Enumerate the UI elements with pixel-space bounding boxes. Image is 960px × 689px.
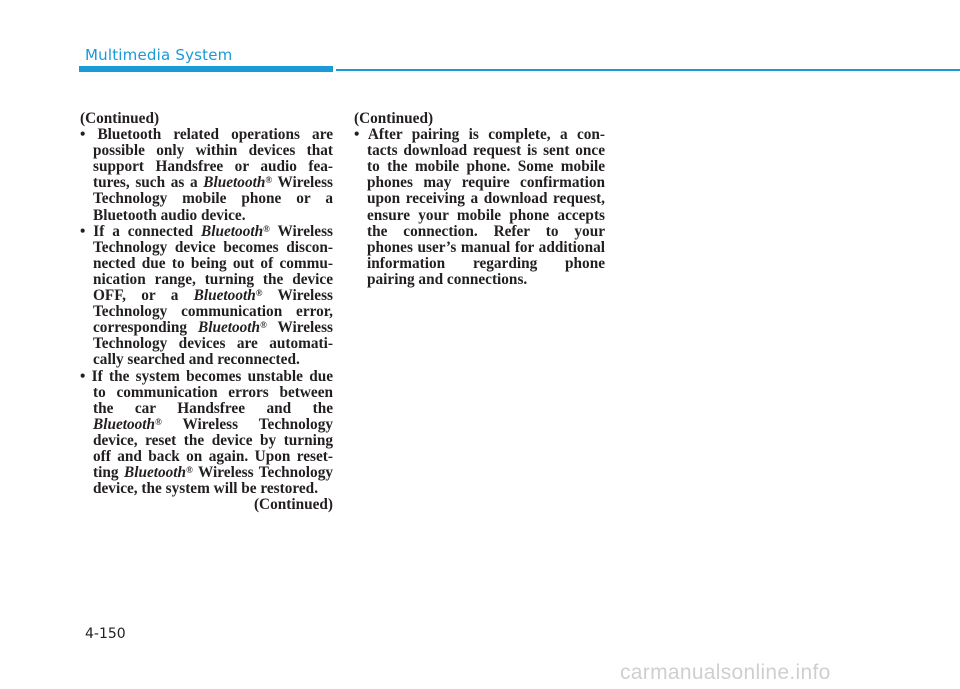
text-run: Wireless Technology device becomes discon- nected due to being out of commu- nication range, turning the device OFF, or a (93, 222, 333, 305)
registered-mark: ® (155, 416, 162, 427)
text-run: • If the system becomes unstable due to communication errors between the car Handsfree and the (80, 367, 333, 417)
header-rule-thick (79, 66, 333, 72)
text-run: • If a connected (80, 222, 202, 240)
text-run: Wireless Technology device, reset the device by turning off and back on again. Upon reset- ting (93, 415, 333, 482)
bullet-item (80, 224, 333, 369)
bluetooth-term: Bluetooth (201, 222, 264, 240)
header-rule-thin (336, 69, 960, 71)
bullet-item (354, 127, 605, 288)
text-run: Wireless Technology mobile phone or a Bluetooth audio device. (93, 174, 333, 224)
watermark: carmanualsonline.info (620, 661, 831, 684)
bluetooth-term: Bluetooth (203, 174, 266, 192)
text-run: Wireless Technology devices are automati- cally searched and reconnected. (93, 319, 333, 369)
registered-mark: ® (255, 288, 263, 299)
registered-mark: ® (265, 175, 273, 186)
page-number: 4-150 (85, 626, 126, 642)
bluetooth-term: Bluetooth (93, 415, 156, 433)
text-run: Wireless Technology communication error, corresponding (93, 287, 333, 337)
text-run: • After pairing is complete, a con- tacts download request is sent once to the mobile phone. Some mobile phones may require confirmation upon receiving a download request, ensure your mobile phone accepts the connection. Refer to your phones user’s manual for additional information regarding phone pairing and connections. (354, 126, 605, 288)
registered-mark: ® (263, 223, 270, 234)
bullet-item (80, 127, 333, 224)
registered-mark: ® (260, 320, 267, 331)
bullet-item (80, 369, 333, 498)
text-run: Wireless Technology device, the system will be restored. (93, 464, 333, 498)
bluetooth-term: Bluetooth (124, 464, 187, 482)
bluetooth-term: Bluetooth (198, 319, 261, 337)
right-column (354, 111, 605, 288)
continued-label: (Continued) (80, 110, 160, 127)
bluetooth-term: Bluetooth (193, 287, 256, 305)
continued-label-end: (Continued) (253, 496, 333, 514)
continued-label: (Continued) (354, 110, 434, 127)
left-column (80, 111, 333, 513)
registered-mark: ® (186, 465, 193, 476)
section-title: Multimedia System (85, 46, 233, 64)
text-run: • Bluetooth related operations are possible only within devices that support Handsfree or audio fea- tures, such as a (80, 126, 333, 192)
